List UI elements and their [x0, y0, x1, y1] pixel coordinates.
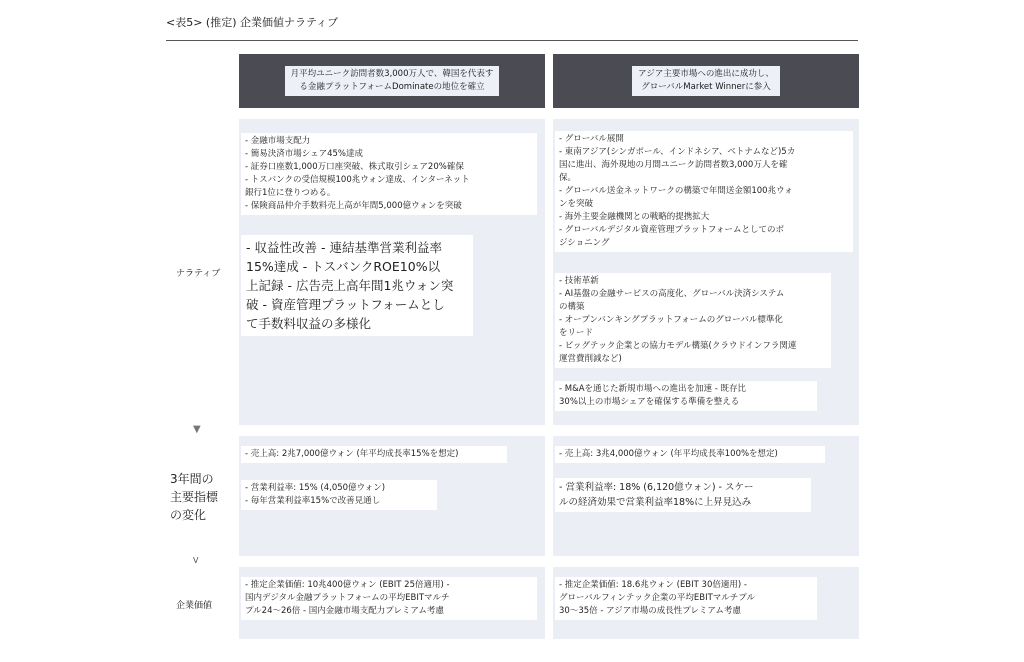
header-left-text: 月平均ユニーク訪問者数3,000万人で、韓国を代表す る金融プラットフォームDominateの地位を確立: [285, 66, 500, 96]
down-arrow-icon: ▼: [193, 424, 201, 435]
valuation-right-cell: [553, 567, 859, 639]
row-label-narrative: ナラティブ: [176, 269, 221, 279]
narrative-right-global: - グローバル展開 - 東南アジア(シンガポール、インドネシア、ベトナムなど)5カ 国に進出、海外現地の月間ユニーク訪問者数3,000万人を確 保。 - グローバル送金ネットワークの構築で年間送金額100兆ウォ ンを突破 - 海外主要金融機関との戦略的提携拡大 - グローバルデジタル資産管理プラットフォームとしてのボ ジショニング: [555, 131, 853, 252]
narrative-right-ma: - M&Aを通じた新規市場への進出を加速 - 既存比 30%以上の市場シェアを確保する準備を整える: [555, 381, 817, 411]
header-right-text: アジア主要市場への進出に成功し、 グローバルMarket Winnerに参入: [632, 66, 780, 96]
narrative-left-profitability: - 収益性改善 - 連結基準営業利益率 15%達成 - トスバンクROE10%以 上記録 - 広告売上高年間1兆ウォン突 破 - 資産管理プラットフォームとし て手数料収益の多様化: [241, 235, 473, 336]
row-label-valuation: 企業価値: [176, 601, 213, 611]
narrative-left-cell: [239, 119, 545, 425]
metrics-right-margin: - 営業利益率: 18% (6,120億ウォン) - スケー ルの経済効果で営業利益率18%に上昇見込み: [555, 478, 811, 512]
valuation-left-cell: [239, 567, 545, 639]
row-label-metrics: 3年間の 主要指標 の変化: [170, 472, 219, 522]
valuation-right-text: - 推定企業価値: 18.6兆ウォン (EBIT 30倍適用) - グローバルフィンテック企業の平均EBITマルチプル 30〜35倍 - アジア市場の成長性プレミアム考慮: [555, 577, 817, 620]
v-arrow-icon: V: [193, 556, 199, 565]
narrative-right-cell: [553, 119, 859, 425]
metrics-right-cell: [553, 436, 859, 556]
title-divider: [166, 40, 858, 41]
narrative-right-tech: - 技術革新 - AI基盤の金融サービスの高度化、グローバル決済システム の構築 - オープンバンキングプラットフォームのグローバル標準化 をリード - ビッグテック企業との協力モデル構築(クラウドインフラ関連 運営費削減など): [555, 273, 831, 368]
metrics-left-margin: - 営業利益率: 15% (4,050億ウォン) - 毎年営業利益率15%で改善見通し: [241, 480, 437, 510]
metrics-left-cell: [239, 436, 545, 556]
metrics-left-sales: - 売上高: 2兆7,000億ウォン (年平均成長率15%を想定): [241, 446, 507, 463]
header-right: [553, 54, 859, 108]
metrics-right-sales: - 売上高: 3兆4,000億ウォン (年平均成長率100%を想定): [555, 446, 825, 463]
header-left: [239, 54, 545, 108]
valuation-left-text: - 推定企業価値: 10兆400億ウォン (EBIT 25倍適用) - 国内デジタル金融プラットフォームの平均EBITマルチ プル24〜26倍 - 国内金融市場支配力プレミアム考慮: [241, 577, 537, 620]
narrative-left-market-power: - 金融市場支配力 - 簡易決済市場シェア45%達成 - 証券口座数1,000万口座突破、株式取引シェア20%確保 - トスバンクの受信規模100兆ウォン達成、インターネット 銀行1位に登りつめる。 - 保険商品仲介手数料売上高が年間5,000億ウォンを突破: [241, 133, 537, 215]
table-title: <表5> (推定) 企業価値ナラティブ: [166, 16, 339, 29]
